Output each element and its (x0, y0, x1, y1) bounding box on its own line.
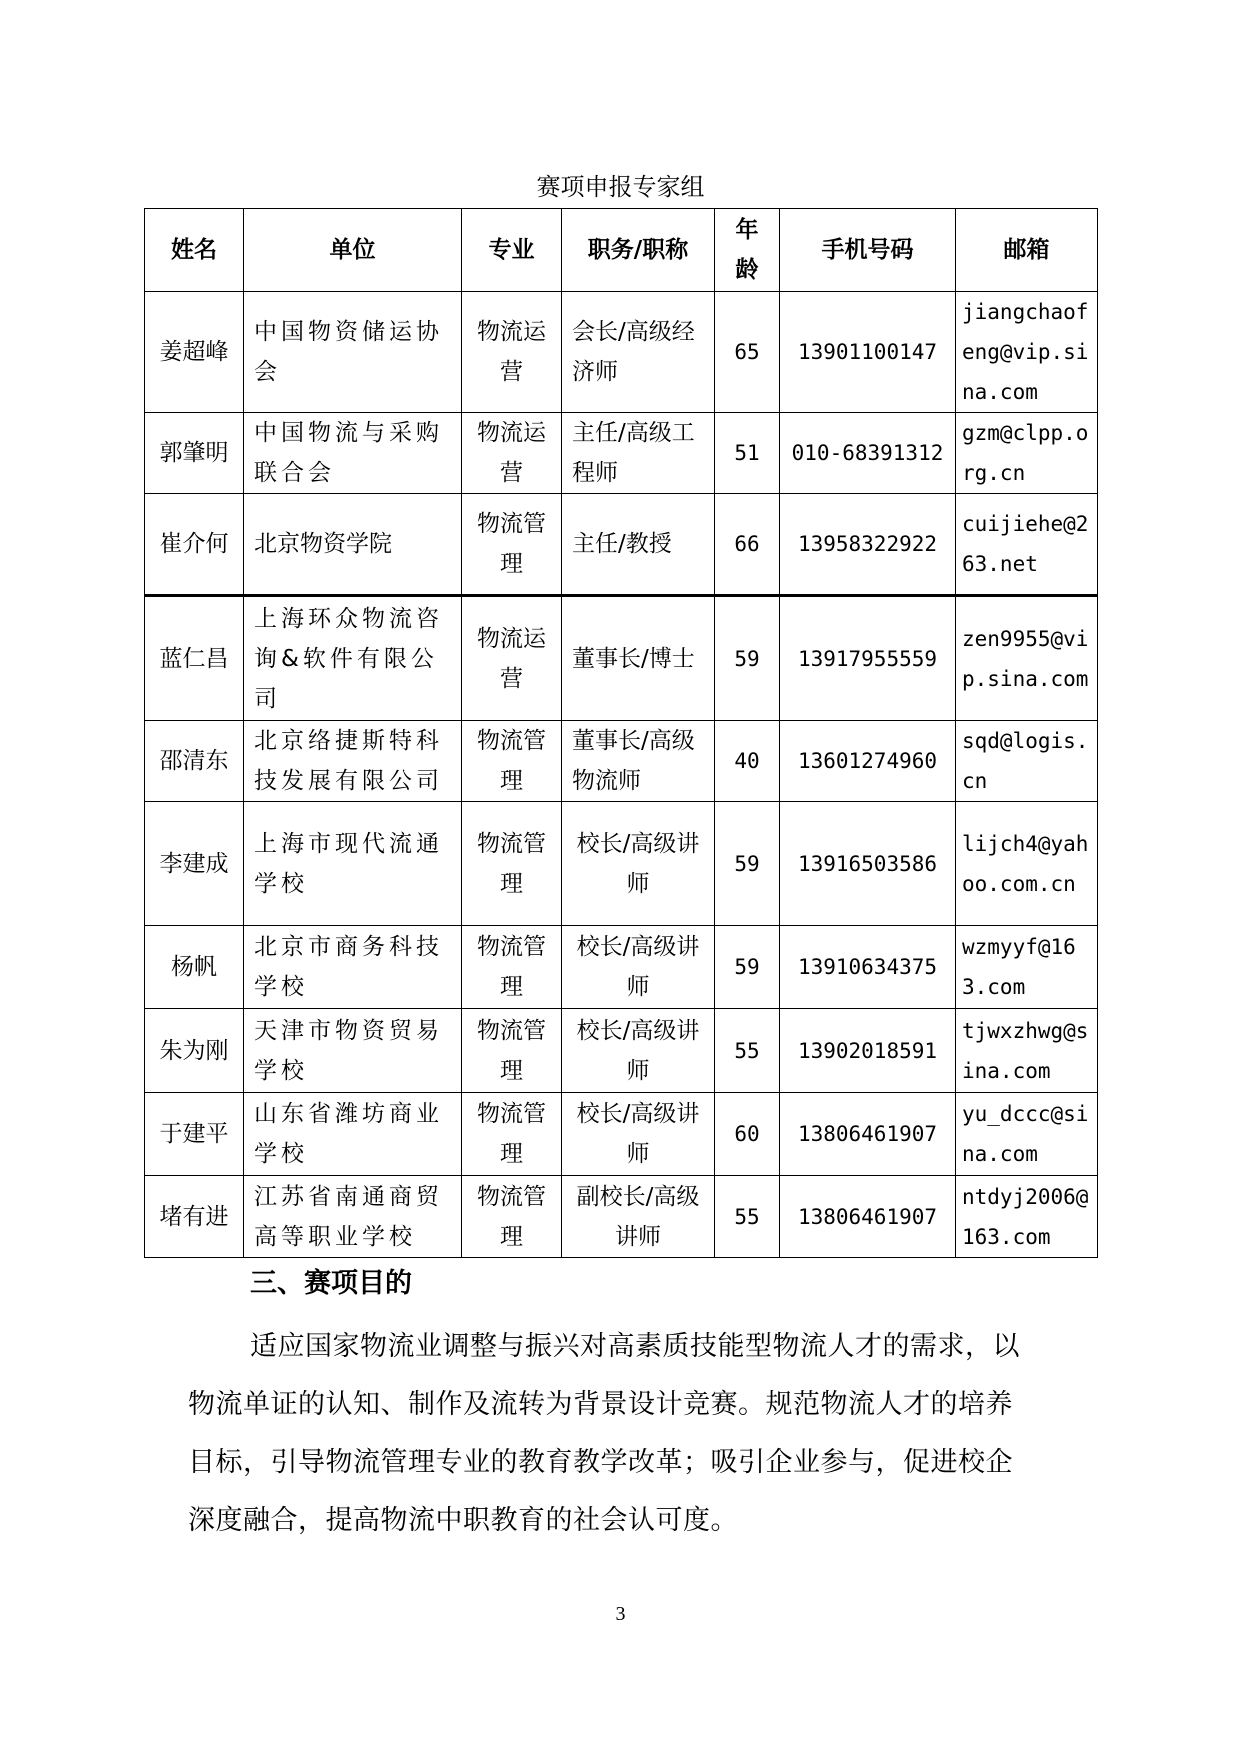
table-row (145, 596, 1098, 721)
cell-major: 物流管理 (462, 1009, 562, 1093)
table-row (145, 1176, 1098, 1258)
cell-major: 物流运营 (462, 596, 562, 721)
cell-email: gzm@clpp.org.cn (956, 413, 1098, 494)
cell-email: yu_dccc@sina.com (956, 1093, 1098, 1176)
header-email: 邮箱 (956, 209, 1098, 292)
table-caption: 赛项申报专家组 (536, 173, 705, 201)
cell-phone: 13917955559 (780, 596, 956, 721)
cell-phone: 010-68391312 (780, 413, 956, 494)
cell-title: 校长/高级讲师 (562, 1009, 715, 1093)
header-title: 职务/职称 (562, 209, 715, 292)
header-major: 专业 (462, 209, 562, 292)
cell-phone: 13916503586 (780, 802, 956, 926)
cell-name: 堵有进 (145, 1176, 244, 1258)
cell-major: 物流管理 (462, 494, 562, 596)
cell-major: 物流管理 (462, 926, 562, 1009)
cell-major: 物流运营 (462, 413, 562, 494)
table-row (145, 1009, 1098, 1093)
table-row (145, 413, 1098, 494)
cell-title: 副校长/高级讲师 (562, 1176, 715, 1258)
cell-name: 邵清东 (145, 721, 244, 802)
cell-age: 51 (715, 413, 780, 494)
page-number: 3 (615, 1603, 626, 1625)
cell-title: 会长/高级经济师 (562, 292, 715, 413)
cell-title: 校长/高级讲师 (562, 802, 715, 926)
cell-unit: 上海市现代流通学校 (244, 802, 462, 926)
cell-phone: 13601274960 (780, 721, 956, 802)
cell-age: 59 (715, 802, 780, 926)
cell-title: 董事长/高级物流师 (562, 721, 715, 802)
cell-age: 55 (715, 1176, 780, 1258)
section-paragraph: 适应国家物流业调整与振兴对高素质技能型物流人才的需求，以物流单证的认知、制作及流转为背景设计竞赛。规范物流人才的培养目标，引导物流管理专业的教育教学改革；吸引企业参与，促进校企深度融合，提高物流中职教育的社会认可度。 (188, 1331, 1020, 1536)
cell-phone: 13901100147 (780, 292, 956, 413)
cell-age: 40 (715, 721, 780, 802)
cell-email: ntdyj2006@163.com (956, 1176, 1098, 1258)
cell-title: 校长/高级讲师 (562, 1093, 715, 1176)
cell-email: tjwxzhwg@sina.com (956, 1009, 1098, 1093)
section-heading: 三、赛项目的 (250, 1268, 412, 1299)
table-row (145, 926, 1098, 1009)
cell-name: 蓝仁昌 (145, 596, 244, 721)
cell-age: 59 (715, 596, 780, 721)
cell-major: 物流管理 (462, 721, 562, 802)
cell-unit: 中国物流与采购联合会 (244, 413, 462, 494)
cell-age: 55 (715, 1009, 780, 1093)
cell-age: 66 (715, 494, 780, 596)
cell-major: 物流管理 (462, 1176, 562, 1258)
cell-name: 杨帆 (145, 926, 244, 1009)
cell-email: zen9955@vip.sina.com (956, 596, 1098, 721)
cell-major: 物流管理 (462, 802, 562, 926)
cell-age: 59 (715, 926, 780, 1009)
cell-phone: 13806461907 (780, 1093, 956, 1176)
cell-unit: 上海环众物流咨询&软件有限公司 (244, 596, 462, 721)
header-phone: 手机号码 (780, 209, 956, 292)
cell-title: 主任/高级工程师 (562, 413, 715, 494)
cell-name: 崔介何 (145, 494, 244, 596)
cell-phone: 13902018591 (780, 1009, 956, 1093)
header-age: 年龄 (715, 209, 780, 292)
cell-email: cuijiehe@263.net (956, 494, 1098, 596)
table-row (145, 292, 1098, 413)
cell-name: 朱为刚 (145, 1009, 244, 1093)
cell-major: 物流管理 (462, 1093, 562, 1176)
cell-title: 校长/高级讲师 (562, 926, 715, 1009)
expert-group-table (144, 208, 1098, 1258)
cell-name: 姜超峰 (145, 292, 244, 413)
cell-name: 李建成 (145, 802, 244, 926)
table-row (145, 494, 1098, 596)
cell-unit: 江苏省南通商贸高等职业学校 (244, 1176, 462, 1258)
cell-title: 董事长/博士 (562, 596, 715, 721)
cell-unit: 中国物资储运协会 (244, 292, 462, 413)
cell-unit: 北京物资学院 (244, 494, 462, 596)
cell-phone: 13910634375 (780, 926, 956, 1009)
cell-name: 于建平 (145, 1093, 244, 1176)
cell-phone: 13806461907 (780, 1176, 956, 1258)
cell-email: jiangchaofeng@vip.sina.com (956, 292, 1098, 413)
table-header-row (145, 209, 1098, 292)
cell-unit: 北京市商务科技学校 (244, 926, 462, 1009)
cell-unit: 北京络捷斯特科技发展有限公司 (244, 721, 462, 802)
table-row (145, 1093, 1098, 1176)
cell-email: wzmyyf@163.com (956, 926, 1098, 1009)
cell-major: 物流运营 (462, 292, 562, 413)
cell-age: 65 (715, 292, 780, 413)
table-row (145, 802, 1098, 926)
cell-unit: 山东省潍坊商业学校 (244, 1093, 462, 1176)
cell-unit: 天津市物资贸易学校 (244, 1009, 462, 1093)
cell-email: lijch4@yahoo.com.cn (956, 802, 1098, 926)
cell-name: 郭肇明 (145, 413, 244, 494)
header-unit: 单位 (244, 209, 462, 292)
cell-title: 主任/教授 (562, 494, 715, 596)
cell-email: sqd@logis.cn (956, 721, 1098, 802)
cell-age: 60 (715, 1093, 780, 1176)
header-name: 姓名 (145, 209, 244, 292)
cell-phone: 13958322922 (780, 494, 956, 596)
table-row (145, 721, 1098, 802)
